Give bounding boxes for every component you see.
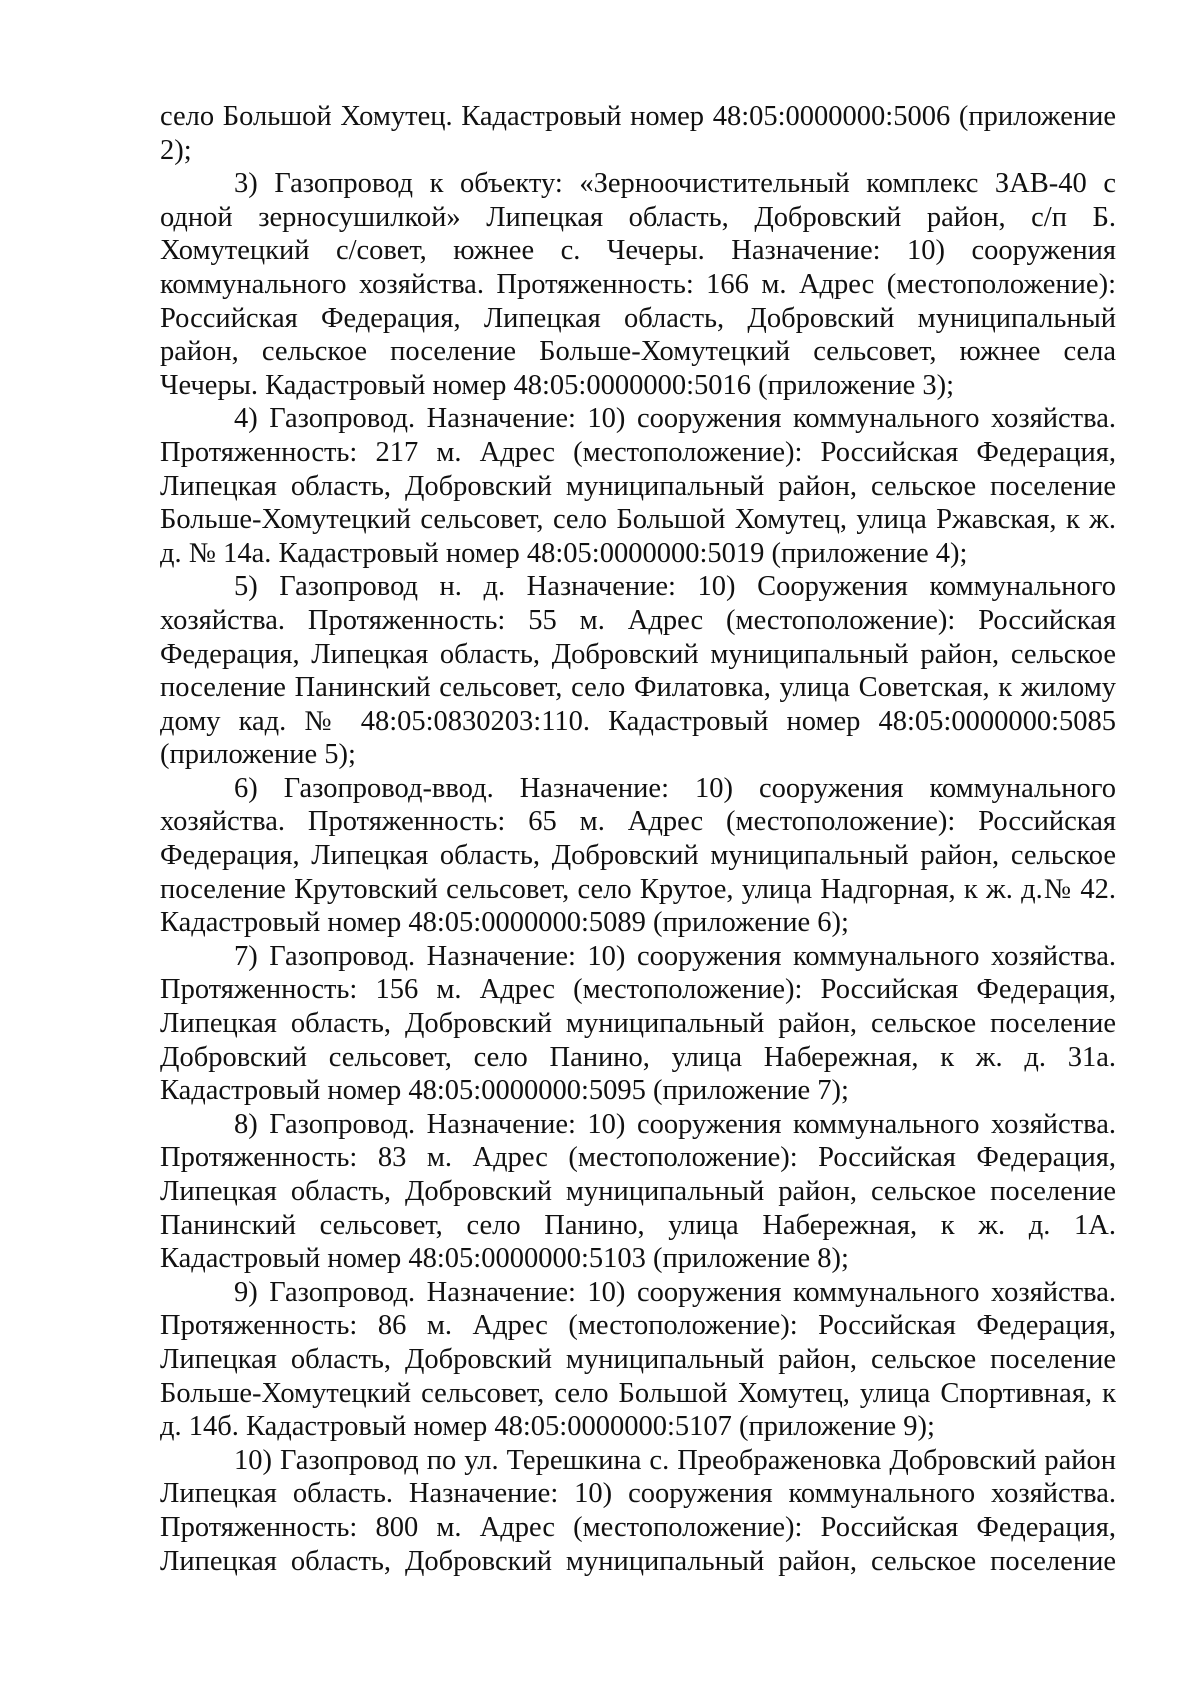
paragraph-item-7: 7) Газопровод. Назначение: 10) сооружения коммунального хозяйства. Протяженность: 156 м. Адрес (местоположение): Российская Федерация, Липецкая область, Добровский муниципальный район, сельское поселение Добровский сельсовет, село Панино, улица Набережная, к ж. д. 31а. Кадастровый номер 48:05:0000000:5095 (приложение 7); xyxy=(160,940,1116,1107)
paragraph-continuation: село Большой Хомутец. Кадастровый номер 48:05:0000000:5006 (приложение 2); xyxy=(160,101,1116,166)
paragraph-item-3: 3) Газопровод к объекту: «Зерноочистительный комплекс ЗАВ-40 с одной зерносушилкой» Липецкая область, Добровский район, с/п Б. Хомутецкий с/совет, южнее с. Чечеры. Назначение: 10) сооружения коммунального хозяйства. Протяженность: 166 м. Адрес (местоположение): Российская Федерация, Липецкая область, Добровский муниципальный район, сельское поселение Больше-Хомутецкий сельсовет, южнее села Чечеры. Кадастровый номер 48:05:0000000:5016 (приложение 3); xyxy=(160,168,1116,401)
document-page xyxy=(160,100,1116,1578)
paragraph-item-10: 10) Газопровод по ул. Терешкина с. Преображеновка Добровский район Липецкая область. Назначение: 10) сооружения коммунального хозяйства. Протяженность: 800 м. Адрес (местоположение): Российская Федерация, Липецкая область, Добровский муниципальный район, сельское поселение xyxy=(160,1444,1116,1577)
paragraph-item-6: 6) Газопровод-ввод. Назначение: 10) сооружения коммунального хозяйства. Протяженность: 65 м. Адрес (местоположение): Российская Федерация, Липецкая область, Добровский муниципальный район, сельское поселение Крутовский сельсовет, село Крутое, улица Надгорная, к ж. д.№ 42. Кадастровый номер 48:05:0000000:5089 (приложение 6); xyxy=(160,772,1116,939)
paragraph-item-8: 8) Газопровод. Назначение: 10) сооружения коммунального хозяйства. Протяженность: 83 м. Адрес (местоположение): Российская Федерация, Липецкая область, Добровский муниципальный район, сельское поселение Панинский сельсовет, село Панино, улица Набережная, к ж. д. 1А. Кадастровый номер 48:05:0000000:5103 (приложение 8); xyxy=(160,1108,1116,1275)
paragraph-item-9: 9) Газопровод. Назначение: 10) сооружения коммунального хозяйства. Протяженность: 86 м. Адрес (местоположение): Российская Федерация, Липецкая область, Добровский муниципальный район, сельское поселение Больше-Хомутецкий сельсовет, село Большой Хомутец, улица Спортивная, к д. 14б. Кадастровый номер 48:05:0000000:5107 (приложение 9); xyxy=(160,1276,1116,1443)
paragraph-item-5: 5) Газопровод н. д. Назначение: 10) Сооружения коммунального хозяйства. Протяженность: 55 м. Адрес (местоположение): Российская Федерация, Липецкая область, Добровский муниципальный район, сельское поселение Панинский сельсовет, село Филатовка, улица Советская, к жилому дому кад. № 48:05:0830203:110. Кадастровый номер 48:05:0000000:5085 (приложение 5); xyxy=(160,571,1116,771)
paragraph-item-4: 4) Газопровод. Назначение: 10) сооружения коммунального хозяйства. Протяженность: 217 м. Адрес (местоположение): Российская Федерация, Липецкая область, Добровский муниципальный район, сельское поселение Больше-Хомутецкий сельсовет, село Большой Хомутец, улица Ржавская, к ж. д. № 14а. Кадастровый номер 48:05:0000000:5019 (приложение 4); xyxy=(160,403,1116,569)
